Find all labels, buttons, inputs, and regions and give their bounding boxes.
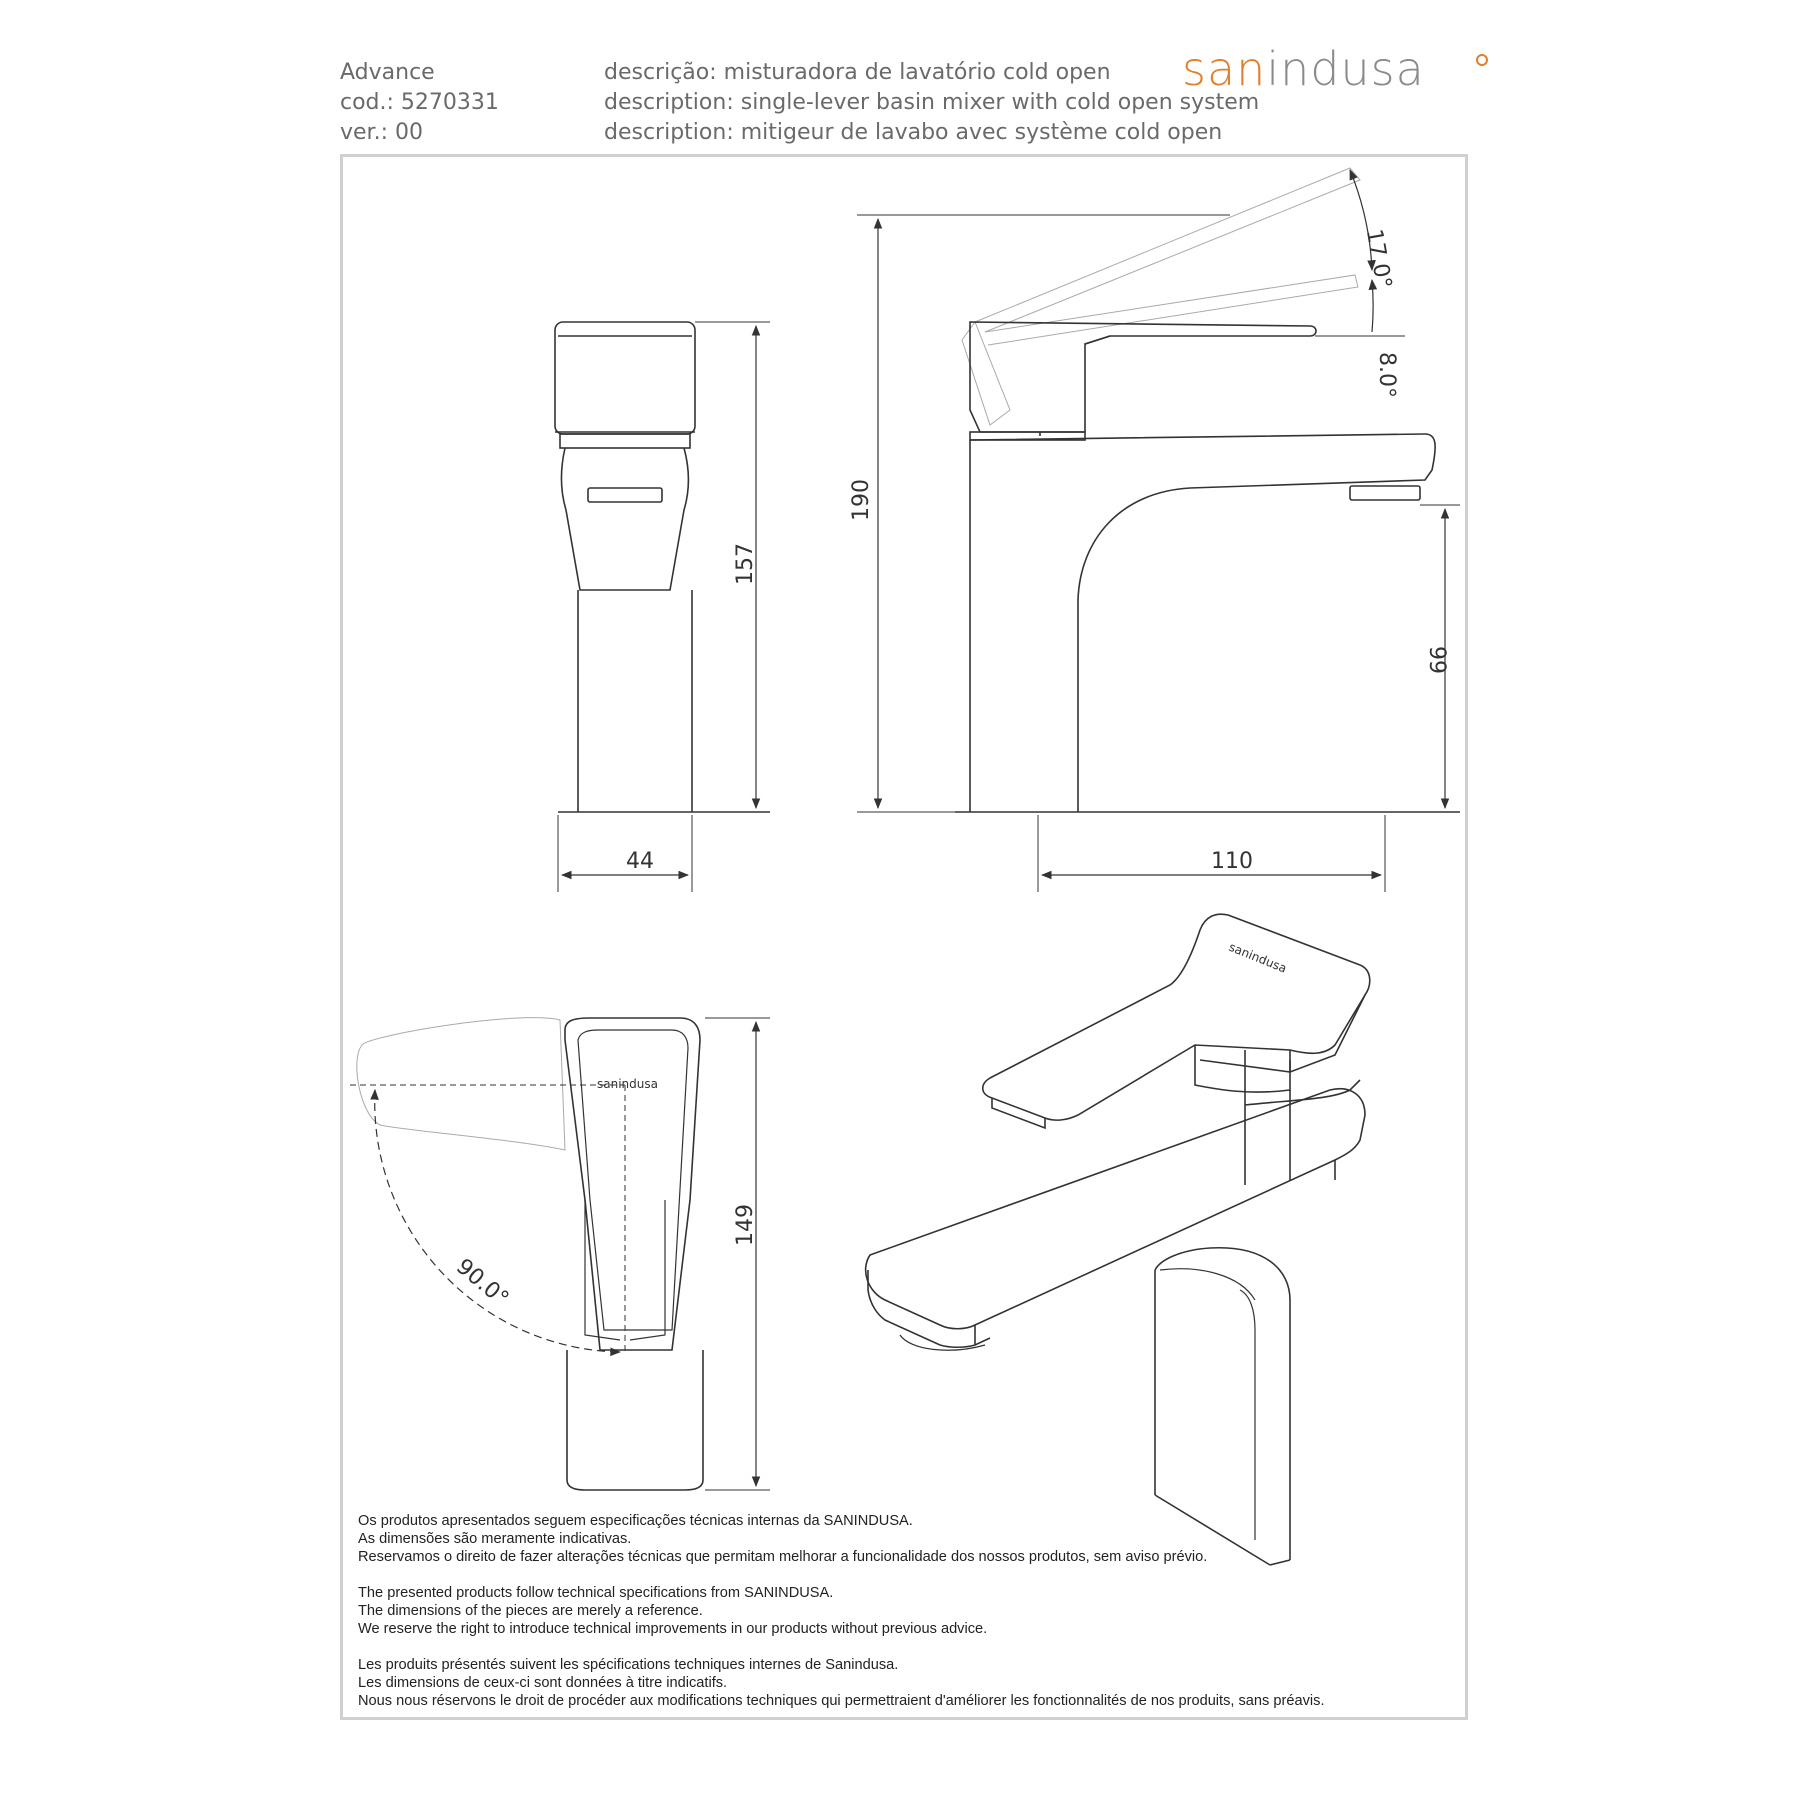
top-length-label: 149 [733, 1204, 758, 1246]
top-rotation-angle-label: 90.0° [451, 1254, 514, 1312]
product-code: cod.: 5270331 [340, 90, 499, 115]
note-fr-1: Les produits présentés suivent les spécifications techniques internes de Sanindusa. [358, 1657, 899, 1673]
side-spout-height-label: 99 [1424, 646, 1449, 674]
note-pt-1: Os produtos apresentados seguem especificações técnicas internas da SANINDUSA. [358, 1513, 913, 1529]
product-brand-mark-top: sanindusa [597, 1077, 658, 1091]
description-pt: descrição: misturadora de lavatório cold open [604, 60, 1111, 85]
side-reach-label: 110 [1211, 849, 1253, 874]
front-height-label: 157 [733, 543, 758, 585]
product-name: Advance [340, 60, 435, 85]
lever-angle-up-label: 17.0° [1360, 227, 1396, 291]
note-fr-3: Nous nous réservons le droit de procéder aux modifications techniques qui permettraient d'améliorer les fonctionnalités de nos produits, sans préavis. [358, 1693, 1325, 1709]
isometric-view [866, 914, 1370, 1565]
note-en-3: We reserve the right to introduce technical improvements in our products without previous advice. [358, 1621, 988, 1637]
front-width-label: 44 [626, 849, 654, 874]
note-pt-3: Reservamos o direito de fazer alterações técnicas que permitam melhorar a funcionalidade dos nossos produtos, sem aviso prévio. [358, 1549, 1208, 1565]
note-fr-2: Les dimensions de ceux-ci sont données à titre indicatifs. [358, 1675, 728, 1691]
description-en: description: single-lever basin mixer with cold open system [604, 90, 1260, 115]
front-view [555, 322, 770, 892]
description-fr: description: mitigeur de lavabo avec système cold open [604, 120, 1223, 145]
logo-part-indusa: indusa [1266, 42, 1425, 96]
lever-angle-down-label: 8.0° [1374, 352, 1399, 398]
product-brand-mark-iso: sanindusa [1226, 939, 1289, 976]
product-version: ver.: 00 [340, 120, 423, 145]
top-view [350, 1018, 770, 1490]
side-total-height-label: 190 [849, 479, 874, 521]
logo-part-san: san [1182, 42, 1267, 96]
legal-notes [358, 1512, 1458, 1710]
note-en-2: The dimensions of the pieces are merely a reference. [358, 1603, 703, 1619]
note-pt-2: As dimensões são meramente indicativas. [358, 1531, 632, 1547]
note-en-1: The presented products follow technical specifications from SANINDUSA. [358, 1585, 834, 1601]
